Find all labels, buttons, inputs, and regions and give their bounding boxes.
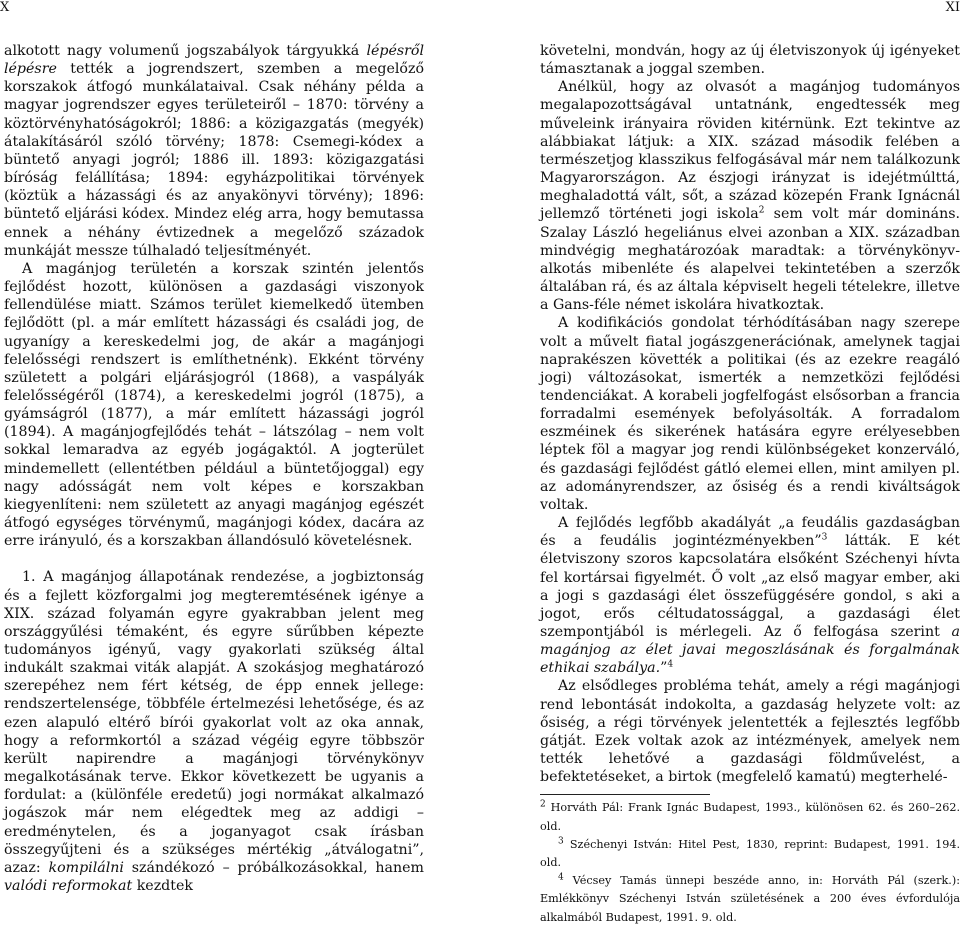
right-text-column (540, 42, 960, 927)
paragraph: Anélkül, hogy az olvasót a magánjog tudományos megalapozottságával untatnánk, engedtessék meg műveleink irányaira röviden kitérnünk. Ezt tekintve az alábbiakat látjuk: a XIX. század második felében a természetjog klasszikus felfogásával már nem találkozunk Magyarországon. Az észjogi irányzat is idejétmúlttá, meghaladottá vált, sőt, a század közepén Frank Ignácnál jellemző történeti jogi iskola$^2$ sem volt már domináns. Szalay László hegeliánus elvei azonban a XIX. században mindvégig meghatározóak maradtak: a törvénykönyv-alkotás mibenléte és alapelvei tekintetében a szerzők általában rá, és az általa képviselt hegeli tételekre, illetve a Gans-féle német iskolára hivatkoztak. (540, 79, 960, 314)
footnote: $^4$ Vécsey Tamás ünnepi beszéde anno, in: Horváth Pál (szerk.): Emlékkönyv Széchenyi István születésének a 200 éves évfordulója alkalmából Budapest, 1991. 9. old. (540, 872, 960, 924)
paragraph: A magánjog területén a korszak szintén jelentős fejlődést hozott, különösen a gazdasági viszonyok fellendülése miatt. Számos terület kiemelkedő ütemben fejlődött (pl. a már említett házassági és családi jog, de ugyanígy a kereskedelmi jog, de akár a magánjogi felelősségi rendszert is említhetnénk). Ekként törvény született a polgári eljárásjogról (1868), a vaspályák felelősségéről (1874), a kereskedelmi jogról (1875), a gyámságról (1877), a már említett házassági jogról (1894). A magánjogfejlődés tehát – látszólag – nem volt sokkal lemaradva az egyéb jogágaktól. A jogterület mindemellett (ellentétben például a büntetőjoggal) egy nagy adósságát nem volt képes e korszakban kiegyenlíteni: nem született az anyagi magánjog egészét átfogó egységes törvénymű, magánjogi kódex, dacára az erre irányuló, és a korszakban állandósuló követelésnek. (4, 260, 424, 550)
page-number-right: XI (945, 0, 960, 15)
footnote: $^3$ Széchenyi István: Hitel Pest, 1830, reprint: Budapest, 1991. 194. old. (540, 836, 960, 870)
paragraph: alkotott nagy volumenű jogszabályok tárgyukká lépésről lépésre tették a jogrendszert, szemben a megelőző korszakok átfogó munkálataival. Csak néhány példa a magyar jogrendszer egyes területeiről – 1870: törvény a köztörvényhatóságokról; 1886: a közigazgatás (megyék) átalakításáról szóló törvény; 1878: Csemegi-kódex a büntető anyagi jogról; 1886 ill. 1893: közigazgatási bíróság felállítása; 1894: egyházpolitikai törvények (köztük a házassági és az anyakönyvi törvény); 1896: büntető eljárási kódex. Mindez elég arra, hogy bemutassa ennek a néhány évtizednek a megelőző századok munkáját messze túlhaladó teljesítményét. (4, 43, 424, 259)
paragraph: követelni, mondván, hogy az új életviszonyok új igényeket támasztanak a joggal szemben. (540, 43, 960, 78)
paragraph: Az elsődleges probléma tehát, amely a régi magánjogi rend lebontását indokolta, a gazdaság helyzete volt: az ősiség, a régi törvények jelentették a fejlesztés legfőbb gátját. Ezek voltak azok az intézmények, amelyek nem tették lehetővé a gazdasági földművelést, a befektetéseket, a birtok (megfelelő kamatú) megterhelé- (540, 678, 960, 786)
paragraph: 1. A magánjog állapotának rendezése, a jogbiztonság és a fejlett közforgalmi jog megteremtésének igénye a XIX. század folyamán egyre gyakrabban jelent meg országgyűlési témaként, és egyre sűrűbben képezte tudományos igényű, vagy gyakorlati szükség által indukált szakmai viták alapját. A szokásjog meghatározó szerepéhez nem fért kétség, de épp ennek jellege: rendszertelensége, többféle értelmezési lehetősége, és az ezen alapuló eltérő bírói gyakorlat volt az oka annak, hogy a reformkortól a század végéig egyre többször került napirendre a magánjogi törvénykönyv megalkotásának terve. Ekkor következett be ugyanis a fordulat: a (különféle eredetű) jogi normákat alkalmazó jogászok már nem elégedtek meg az addigi – eredménytelen, és a joganyagot csak írásban összegyűjteni és a szükséges mértékig „átválogatni”, azaz: kompilálni szándékozó – próbálkozásokkal, hanem valódi reformokat kezdtek (4, 569, 424, 895)
footnote-divider (540, 794, 710, 795)
paragraph: A kodifikációs gondolat térhódításában nagy szerepe volt a művelt fiatal jogászgenerációnak, amelynek tagjai naprakészen követték a politikai (és az ezekre reagáló jogi) változásokat, ismerték a nemzetközi fejlődési tendenciákat. A korabeli jogfelfogást elsősorban a francia forradalmi események befolyásolták. A forradalom eszméinek és sikerének hatására egyre erélyesebben léptek föl a magyar jog rendi különbségeket konzerváló, és gazdasági fejlődést gátló elemei ellen, mint amilyen pl. az adományrendszer, az ősiség és a rendi kiváltságok voltak. (540, 315, 960, 513)
paragraph: A fejlődés legfőbb akadályát „a feudális gazdaságban és a feudális jogintézményekben”$^3$ látták. E két életviszony szoros kapcsolatára elsőként Széchenyi hívta fel kortársai figyelmét. Ő volt „az első magyar ember, aki a jogi s gazdasági élet összefüggésére gondol, s aki a jogot, erős céltudatossággal, a gazdasági élet szempontjából is mérlegeli. Az ő felfogása szerint a magánjog az élet javai megoszlásának és forgalmának ethikai szabálya.”$^4$ (540, 515, 960, 677)
footnote: $^2$ Horváth Pál: Frank Ignác Budapest, 1993., különösen 62. és 260–262. old. (540, 799, 960, 833)
page-number-left: X (0, 0, 10, 15)
left-text-column (4, 42, 424, 895)
